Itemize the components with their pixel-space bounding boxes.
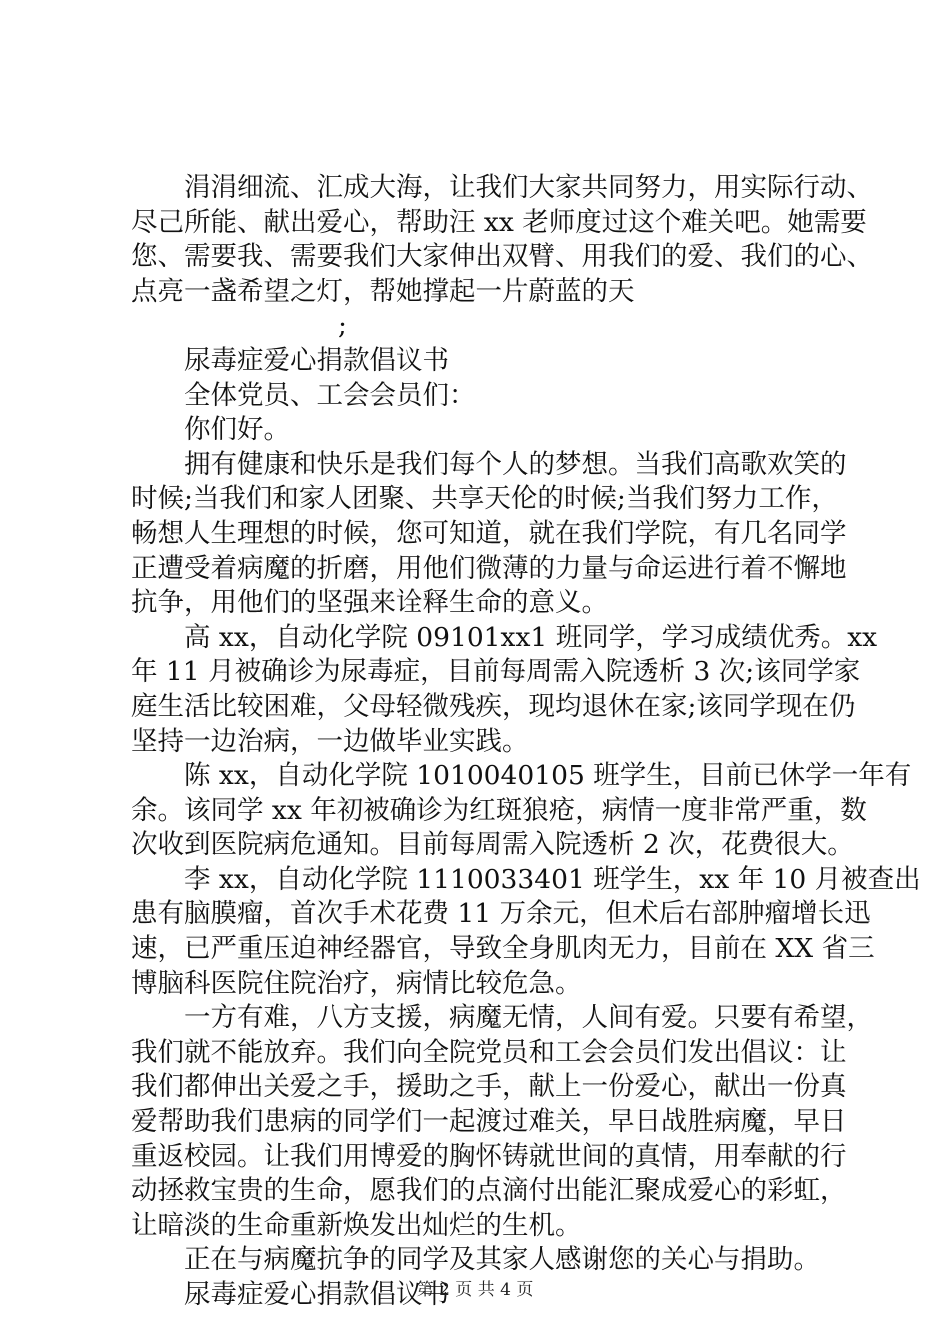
text-line: 博脑科医院住院治疗，病情比较危急。	[131, 967, 582, 999]
text-line: 畅想人生理想的时候，您可知道，就在我们学院，有几名同学	[131, 517, 847, 549]
text-line: 爱帮助我们患病的同学们一起渡过难关，早日战胜病魔，早日	[131, 1106, 847, 1138]
text-line: 你们好。	[184, 414, 290, 446]
text-line: 坚持一边治病，一边做毕业实践。	[131, 725, 529, 757]
text-line: 重返校园。让我们用博爱的胸怀铸就世间的真情，用奉献的行	[131, 1140, 847, 1172]
text-line: 李 xx，自动化学院 1110033401 班学生，xx 年 10 月被查出	[184, 863, 921, 895]
text-line: 次收到医院病危通知。目前每周需入院透析 2 次，花费很大。	[131, 829, 854, 861]
text-line: 涓涓细流、汇成大海，让我们大家共同努力，用实际行动、	[184, 172, 873, 203]
text-line: 抗争，用他们的坚强来诠释生命的意义。	[131, 587, 608, 619]
text-line: 全体党员、工会会员们：	[184, 379, 476, 411]
text-line: 我们都伸出关爱之手，援助之手，献上一份爱心，献出一份真	[131, 1071, 847, 1103]
text-line: 时候;当我们和家人团聚、共享天伦的时候;当我们努力工作，	[131, 483, 838, 515]
text-line: 您、需要我、需要我们大家伸出双臂、用我们的爱、我们的心、	[131, 241, 873, 273]
text-line: 尿毒症爱心捐款倡议书	[184, 1279, 449, 1310]
text-line: 点亮一盏希望之灯，帮她撑起一片蔚蓝的天	[131, 275, 635, 307]
text-line: 尿毒症爱心捐款倡议书	[184, 344, 449, 376]
text-line: 患有脑膜瘤，首次手术花费 11 万余元，但术后右部肿瘤增长迅	[131, 898, 871, 930]
text-line: 一方有难，八方支援，病魔无情，人间有爱。只要有希望，	[184, 1002, 873, 1034]
text-line: 动拯救宝贵的生命，愿我们的点滴付出能汇聚成爱心的彩虹，	[131, 1175, 847, 1207]
text-line: 高 xx，自动化学院 09101xx1 班同学，学习成绩优秀。xx	[184, 621, 878, 653]
text-line: 陈 xx，自动化学院 1010040105 班学生，目前已休学一年有	[184, 760, 912, 792]
text-line: 拥有健康和快乐是我们每个人的梦想。当我们高歌欢笑的	[184, 448, 847, 480]
text-line: 余。该同学 xx 年初被确诊为红斑狼疮，病情一度非常严重，数	[131, 794, 867, 826]
text-line: 我们就不能放弃。我们向全院党员和工会会员们发出倡议：让	[131, 1036, 847, 1068]
text-line: 尽己所能、献出爱心，帮助汪 xx 老师度过这个难关吧。她需要	[131, 206, 867, 238]
text-line: 速，已严重压迫神经器官，导致全身肌肉无力，目前在 XX 省三	[131, 933, 875, 965]
text-line: 正在与病魔抗争的同学及其家人感谢您的关心与捐助。	[184, 1244, 820, 1276]
text-line: 让暗淡的生命重新焕发出灿烂的生机。	[131, 1209, 582, 1241]
page-footer: 第 2 页 共 4 页	[416, 1280, 534, 1300]
document-body	[131, 171, 921, 1313]
text-line: ;	[338, 310, 347, 342]
text-line: 正遭受着病魔的折磨，用他们微薄的力量与命运进行着不懈地	[131, 552, 847, 584]
text-line: 年 11 月被确诊为尿毒症，目前每周需入院透析 3 次;该同学家	[131, 656, 861, 688]
text-line: 庭生活比较困难，父母轻微残疾，现均退休在家;该同学现在仍	[131, 690, 856, 722]
